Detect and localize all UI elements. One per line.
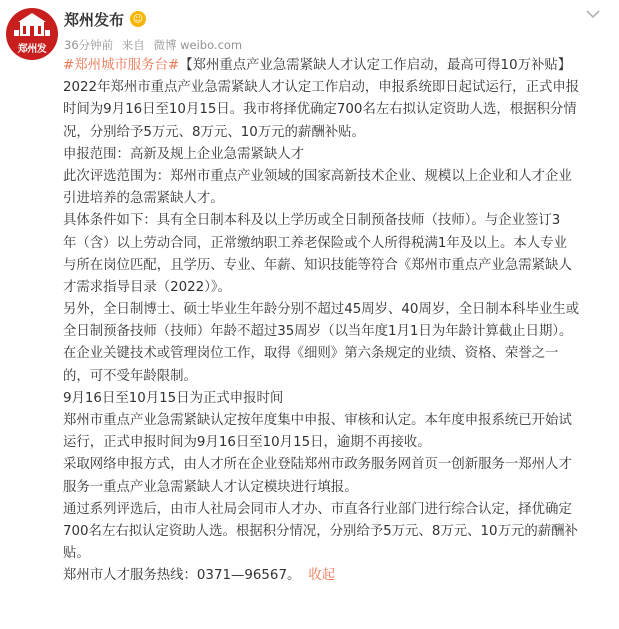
post-meta — [64, 37, 247, 53]
post-line-19: 采取网络申报方式，由人才所在企业登陆郑州市政务服务网首页一创新服务一郑州人才 — [63, 457, 572, 473]
post-time[interactable]: 36分钟前 — [64, 38, 114, 52]
post-line-11: 才需求指导目录（2022）》。 — [63, 279, 231, 295]
fans-badge-icon: ☺ — [130, 11, 146, 27]
topic-link[interactable]: #郑州城市服务台# — [63, 58, 180, 73]
post-line-16: 9月16日至10月15日为正式申报时间 — [63, 390, 284, 406]
post-line-15: 的，可不受年龄限制。 — [63, 368, 197, 384]
post-line-1 — [63, 55, 613, 77]
post-line-22: 700名左右拟认定资助人选。根据积分情况，分别给予5万元、8万元、10万元的薪酬补 — [63, 523, 578, 539]
post-line-17: 郑州市重点产业急需紧缺认定按年度集中申报、审核和认定。本年度申报系统已开始试 — [63, 413, 572, 428]
post-content — [63, 55, 613, 588]
post-line-20: 服务一重点产业急需紧缺人才认定模块进行填报。 — [63, 479, 358, 495]
post-line-9: 年（含）以上劳动合同，正常缴纳职工养老保险或个人所得税满1年及以上。本人专业 — [63, 235, 567, 251]
author-name[interactable]: 郑州发布 — [64, 10, 125, 29]
headline: 【郑州重点产业急需紧缺人才认定工作启动，最高可得10万补贴】 — [179, 58, 572, 73]
post-line-8: 具体条件如下：具有全日制本科及以上学历或全日制预备技师（技师）。与企业签订3 — [63, 213, 561, 229]
collapse-link[interactable]: 收起 — [308, 568, 336, 584]
post-line-23: 贴。 — [63, 546, 90, 562]
avatar-label: 郑州发 — [17, 44, 47, 55]
avatar[interactable] — [6, 8, 58, 60]
author-row — [64, 9, 146, 29]
post-line-2: 2022年郑州市重点产业急需紧缺人才认定工作启动，申报系统即日起试运行，正式申报 — [63, 80, 580, 96]
post-line-14: 在企业关键技术或管理岗位工作，取得《细则》第六条规定的业绩、资格、荣誉之一 — [63, 346, 559, 362]
post-line-24 — [63, 565, 613, 587]
post-line-18: 运行，正式申报时间为9月16日至10月15日，逾期不再接收。 — [63, 435, 431, 451]
post-line-7: 引进培养的急需紧缺人才。 — [63, 191, 224, 207]
more-chevron-icon[interactable] — [583, 6, 603, 22]
post-source: 微博 weibo.com — [153, 38, 243, 52]
post-line-13: 全日制预备技师（技师）年龄不超过35周岁（以当年度1月1日为年龄计算截止日期）。 — [63, 324, 573, 340]
post-line-5: 申报范围：高新及规上企业急需紧缺人才 — [63, 146, 305, 162]
post-line-3: 时间为9月16日至10月15日。我市将择优确定700名左右拟认定资助人选，根据积分情 — [63, 102, 577, 118]
source-prefix: 来自 — [121, 38, 145, 52]
post-line-10: 与所在岗位匹配，且学历、专业、年薪、知识技能等符合《郑州市重点产业急需紧缺人 — [63, 257, 572, 273]
post-line-6: 此次评选范围为：郑州市重点产业领域的国家高新技术企业、规模以上企业和人才企业 — [63, 168, 572, 184]
post-line-21: 通过系列评选后，由市人社局会同市人才办、市直各行业部门进行综合认定，择优确定 — [63, 501, 572, 517]
hotline-text: 郑州市人才服务热线：0371—96567。 — [63, 568, 301, 584]
post-line-12: 另外，全日制博士、硕士毕业生年龄分别不超过45周岁、40周岁，全日制本科毕业生或 — [63, 302, 580, 318]
post-line-4: 况，分别给予5万元、8万元、10万元的薪酬补贴。 — [63, 124, 365, 140]
post-header — [0, 0, 619, 60]
